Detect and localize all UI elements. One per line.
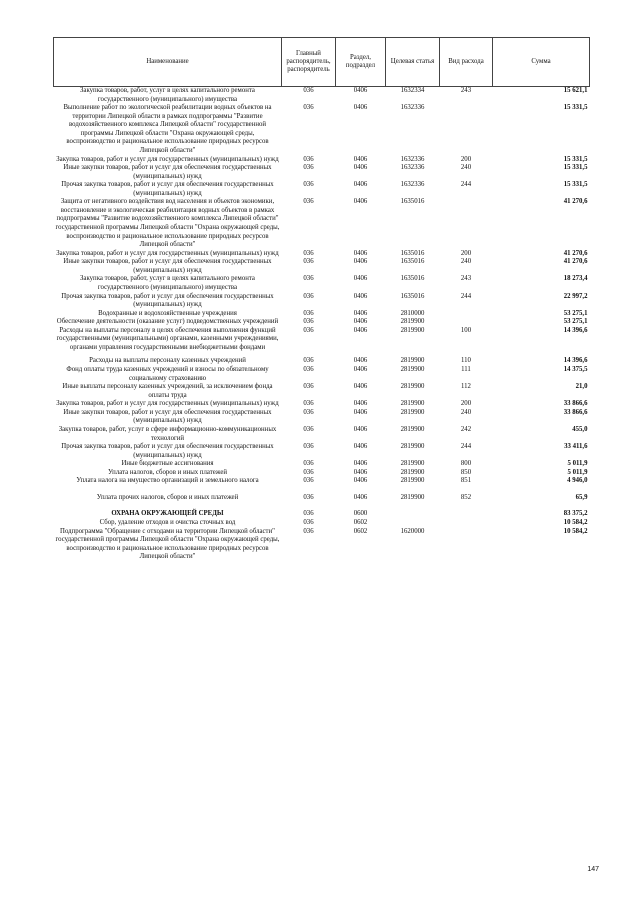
cell-name: Закупка товаров, работ, услуг в сфере информационно-коммуникационных технологий [58,425,277,442]
cell-target: 2819900 [400,326,425,334]
cell-name: Выполнение работ по экологической реабилитации водных объектов на территории Липецкой области в рамках подпрограммы "Развитие водохозяйственного комплекса Липецкой области" государственной программы Липецкой области "Охрана окружающей среды, воспроизводство и рациональное использование природных ресурсов Липецкой области" [63,104,272,154]
cell-expense: 110 [461,357,471,365]
cell-admin: 036 [303,181,314,189]
cell-section: 0406 [353,477,368,485]
cell-admin: 036 [303,357,314,365]
cell-expense: 100 [460,326,472,334]
cell-name: Иные выплаты персоналу казенных учреждений, за исключением фонда оплаты труда [62,383,273,399]
cell-section: 0406 [353,326,368,334]
cell-target: 2819900 [400,425,425,433]
cell-expense [440,310,493,319]
cell-section: 0406 [353,275,368,283]
table-row [54,181,590,198]
cell-admin: 036 [303,275,314,283]
cell-name: Расходы на выплаты персоналу казенных учреждений [89,357,246,365]
cell-admin: 036 [303,249,314,257]
cell-admin: 036 [303,383,314,391]
cell-name: Защита от негативного воздействия вод населения и объектов экономики, восстановление и экологическая реабилитация водных объектов в рамках подпрограммы "Развитие водохозяйственного комплекса Липецкой области" государственной программы Липецкой области "Охрана окружающей среды, воспроизводство и рациональное использование природных ресурсов Липецкой области" [55,198,280,249]
cell-section: 0406 [353,400,368,408]
cell-target: 1620000 [400,527,425,535]
table-row [54,156,590,165]
cell-sum: 10 584,2 [563,527,588,535]
cell-target: 1632336 [400,164,425,172]
cell-expense [440,104,493,155]
cell-sum: 53 275,1 [563,318,588,326]
cell-target: 2819900 [400,366,425,373]
table-row [54,400,590,409]
cell-admin: 036 [303,527,314,535]
cell-section: 0406 [353,258,368,266]
cell-sum: 41 270,6 [563,198,588,206]
cell-sum: 5 011,9 [567,468,588,476]
page-number: 147 [587,866,599,873]
cell-target: 2819900 [400,400,425,408]
cell-expense: 112 [461,383,471,391]
cell-section: 0406 [353,292,368,300]
cell-section: 0406 [353,198,368,206]
table-row [54,409,590,426]
cell-expense: 200 [460,400,472,408]
cell-name: Прочая закупка товаров, работ и услуг для обеспечения государственных (муниципальных) нужд [61,292,274,309]
cell-name: Закупка товаров, работ, услуг в целях капитального ремонта государственного (муниципального) имущества [80,87,255,103]
cell-target: 1635016 [400,249,425,257]
cell-expense: 242 [460,425,472,433]
table-row [54,293,590,310]
cell-name: ОХРАНА ОКРУЖАЮЩЕЙ СРЕДЫ [111,510,224,518]
cell-target [386,502,440,519]
cell-admin: 036 [303,510,314,518]
cell-name: Подпрограмма "Обращение с отходами на территории Липецкой области" государственной программы Липецкой области "Охрана окружающей среды, воспроизводство и рациональное использование природных ресурсов Липецкой области" [55,527,280,561]
cell-admin: 036 [303,258,314,266]
cell-name: Прочая закупка товаров, работ и услуг для обеспечения государственных (муниципальных) нужд [61,443,274,459]
cell-sum: 15 331,5 [563,181,588,189]
cell-admin: 036 [303,400,314,408]
cell-sum: 15 331,5 [563,104,588,112]
cell-sum: 15 621,1 [563,87,588,94]
cell-section: 0406 [353,155,368,163]
cell-target: 2819900 [400,383,425,391]
cell-expense [440,198,493,249]
cell-admin: 036 [303,87,314,94]
cell-admin: 036 [303,477,314,485]
table-row [54,426,590,443]
cell-expense: 800 [460,460,472,468]
table-row [54,469,590,478]
cell-section: 0406 [353,357,368,365]
cell-sum: 41 270,6 [563,249,588,257]
cell-section: 0600 [353,510,368,518]
cell-name: Иные закупки товаров, работ и услуг для обеспечения государственных (муниципальных) нужд [63,164,272,180]
table-row [54,198,590,249]
table-body [54,87,590,562]
table-row [54,460,590,469]
cell-admin: 036 [303,366,314,373]
cell-sum: 53 275,1 [563,309,588,317]
cell-admin: 036 [303,493,314,501]
cell-section: 0406 [353,249,368,257]
cell-sum: 14 375,5 [563,366,588,373]
cell-section: 0406 [353,181,368,189]
cell-target: 1632336 [400,155,425,163]
table-row [54,443,590,460]
table-row [54,87,590,105]
cell-sum: 10 584,2 [563,519,588,526]
cell-expense: 244 [460,292,472,300]
cell-section: 0406 [353,443,368,451]
table-row [54,250,590,259]
table-row [54,275,590,292]
cell-section: 0406 [353,383,368,391]
table-row [54,528,590,562]
table-header [54,38,590,87]
table-row [54,258,590,275]
cell-name: Закупка товаров, работ и услуг для государственных (муниципальных) нужд [56,400,279,408]
table-row [54,366,590,383]
cell-expense: 200 [460,155,472,163]
cell-name: Закупка товаров, работ и услуг для государственных (муниципальных) нужд [56,249,279,257]
cell-section: 0406 [353,309,368,317]
cell-expense [440,519,493,528]
cell-expense: 851 [460,477,472,485]
cell-admin: 036 [303,408,314,416]
cell-name: Сбор, удаление отходов и очистка сточных вод [99,519,236,526]
cell-target: 2819900 [400,477,425,485]
cell-section: 0406 [353,493,368,501]
header-admin: Главный распорядитель, распорядитель [282,38,336,87]
cell-expense: 111 [461,366,471,373]
cell-sum: 455,0 [572,425,588,433]
cell-target [386,519,440,528]
cell-sum: 33 411,6 [564,443,588,451]
cell-target: 1632336 [400,181,425,189]
cell-section: 0406 [353,425,368,433]
budget-table [53,37,590,562]
cell-admin: 036 [303,468,314,476]
table-row [54,104,590,155]
table-row [54,327,590,353]
cell-sum: 65,9 [575,493,588,501]
cell-target: 1632334 [400,87,425,94]
cell-expense: 852 [460,493,472,501]
cell-admin: 036 [303,443,314,451]
cell-admin: 036 [303,198,314,206]
cell-expense: 243 [460,275,472,283]
cell-target: 1635016 [400,258,425,266]
cell-section: 0406 [353,460,368,468]
cell-expense: 240 [460,258,472,266]
cell-admin: 036 [303,460,314,468]
cell-name: Расходы на выплаты персоналу в целях обеспечения выполнения функций государственными (муниципальными) органами, казенными учреждениями, органами управления государственными внебюджетными фондами [56,326,279,351]
cell-section: 0406 [353,318,368,326]
cell-section: 0406 [353,104,368,112]
cell-admin: 036 [303,425,314,433]
header-section: Раздел, подраздел [336,38,386,87]
table-row [54,486,590,503]
cell-expense [440,318,493,327]
table-row [54,318,590,327]
cell-sum: 22 997,2 [563,292,588,300]
cell-sum: 14 396,6 [563,326,588,334]
cell-sum: 33 866,6 [563,400,588,408]
cell-section: 0406 [353,366,368,373]
table-row [54,310,590,319]
cell-name: Уплата прочих налогов, сборов и иных платежей [96,493,239,501]
cell-target: 1635016 [400,275,425,283]
cell-admin: 036 [303,318,314,326]
cell-expense: 240 [460,408,472,416]
table-row [54,352,590,366]
cell-expense: 244 [460,443,472,451]
cell-sum: 21,0 [575,383,588,391]
cell-name: Прочая закупка товаров, работ и услуг для обеспечения государственных (муниципальных) нужд [61,181,274,197]
table-row [54,164,590,181]
table-row [54,477,590,486]
cell-target: 2819900 [400,318,425,326]
cell-name: Обеспечение деятельности (оказание услуг) подведомственных учреждений [56,318,279,326]
cell-section: 0406 [353,164,368,172]
cell-name: Иные закупки товаров, работ и услуг для обеспечения государственных (муниципальных) нужд [63,408,272,425]
header-sum: Сумма [493,38,590,87]
cell-sum: 83 375,2 [563,510,588,518]
cell-admin: 036 [303,164,314,172]
cell-name: Закупка товаров, работ, услуг в целях капитального ремонта государственного (муниципального) имущества [80,275,255,291]
cell-sum: 15 331,5 [563,155,588,163]
cell-section: 0406 [353,87,368,94]
cell-name: Иные закупки товаров, работ и услуг для обеспечения государственных (муниципальных) нужд [63,258,272,274]
table-row [54,502,590,519]
cell-admin: 036 [303,326,314,334]
cell-sum: 4 946,0 [567,477,588,485]
table-row [54,383,590,400]
cell-section: 0602 [353,527,368,535]
header-target: Целевая статья [386,38,440,87]
cell-sum: 15 331,5 [563,164,588,172]
cell-sum: 33 866,6 [563,408,588,416]
cell-target: 2819900 [400,357,425,365]
cell-target: 2810000 [400,309,425,317]
header-expense: Вид расхода [440,38,493,87]
cell-name: Иные бюджетные ассигнования [121,460,214,468]
cell-target: 2819900 [400,460,425,468]
cell-expense: 244 [460,181,472,189]
cell-sum: 14 396,6 [563,357,588,365]
cell-target: 2819900 [400,493,425,501]
cell-target: 2819900 [400,443,425,451]
cell-target: 2819900 [400,408,425,416]
cell-sum: 18 273,4 [563,275,588,283]
cell-sum: 41 270,6 [563,258,588,266]
header-name: Наименование [54,38,282,87]
cell-admin: 036 [303,519,314,526]
cell-target: 1632336 [400,104,425,112]
cell-expense [440,502,493,519]
cell-name: Водохранные и водохозяйственные учреждения [98,309,237,317]
cell-name: Фонд оплаты труда казенных учреждений и взносы по обязательному социальному страхованию [66,366,269,382]
cell-sum: 5 011,9 [567,460,588,468]
cell-admin: 036 [303,309,314,317]
cell-admin: 036 [303,104,314,112]
cell-name: Уплата налога на имущество организаций и земельного налога [76,477,259,485]
cell-expense: 240 [460,164,472,172]
table-row [54,519,590,528]
cell-target: 1635016 [400,198,425,206]
cell-target: 1635016 [400,292,425,300]
cell-name: Закупка товаров, работ и услуг для государственных (муниципальных) нужд [56,155,279,163]
cell-name: Уплата налогов, сборов и иных платежей [107,468,228,476]
cell-expense: 243 [460,87,472,94]
cell-expense: 200 [460,249,472,257]
cell-expense: 850 [460,468,472,476]
cell-expense [440,528,493,562]
cell-section: 0406 [353,468,368,476]
cell-section: 0602 [353,519,368,526]
cell-target: 2819900 [400,468,425,476]
cell-admin: 036 [303,292,314,300]
cell-section: 0406 [353,408,368,416]
cell-admin: 036 [303,155,314,163]
